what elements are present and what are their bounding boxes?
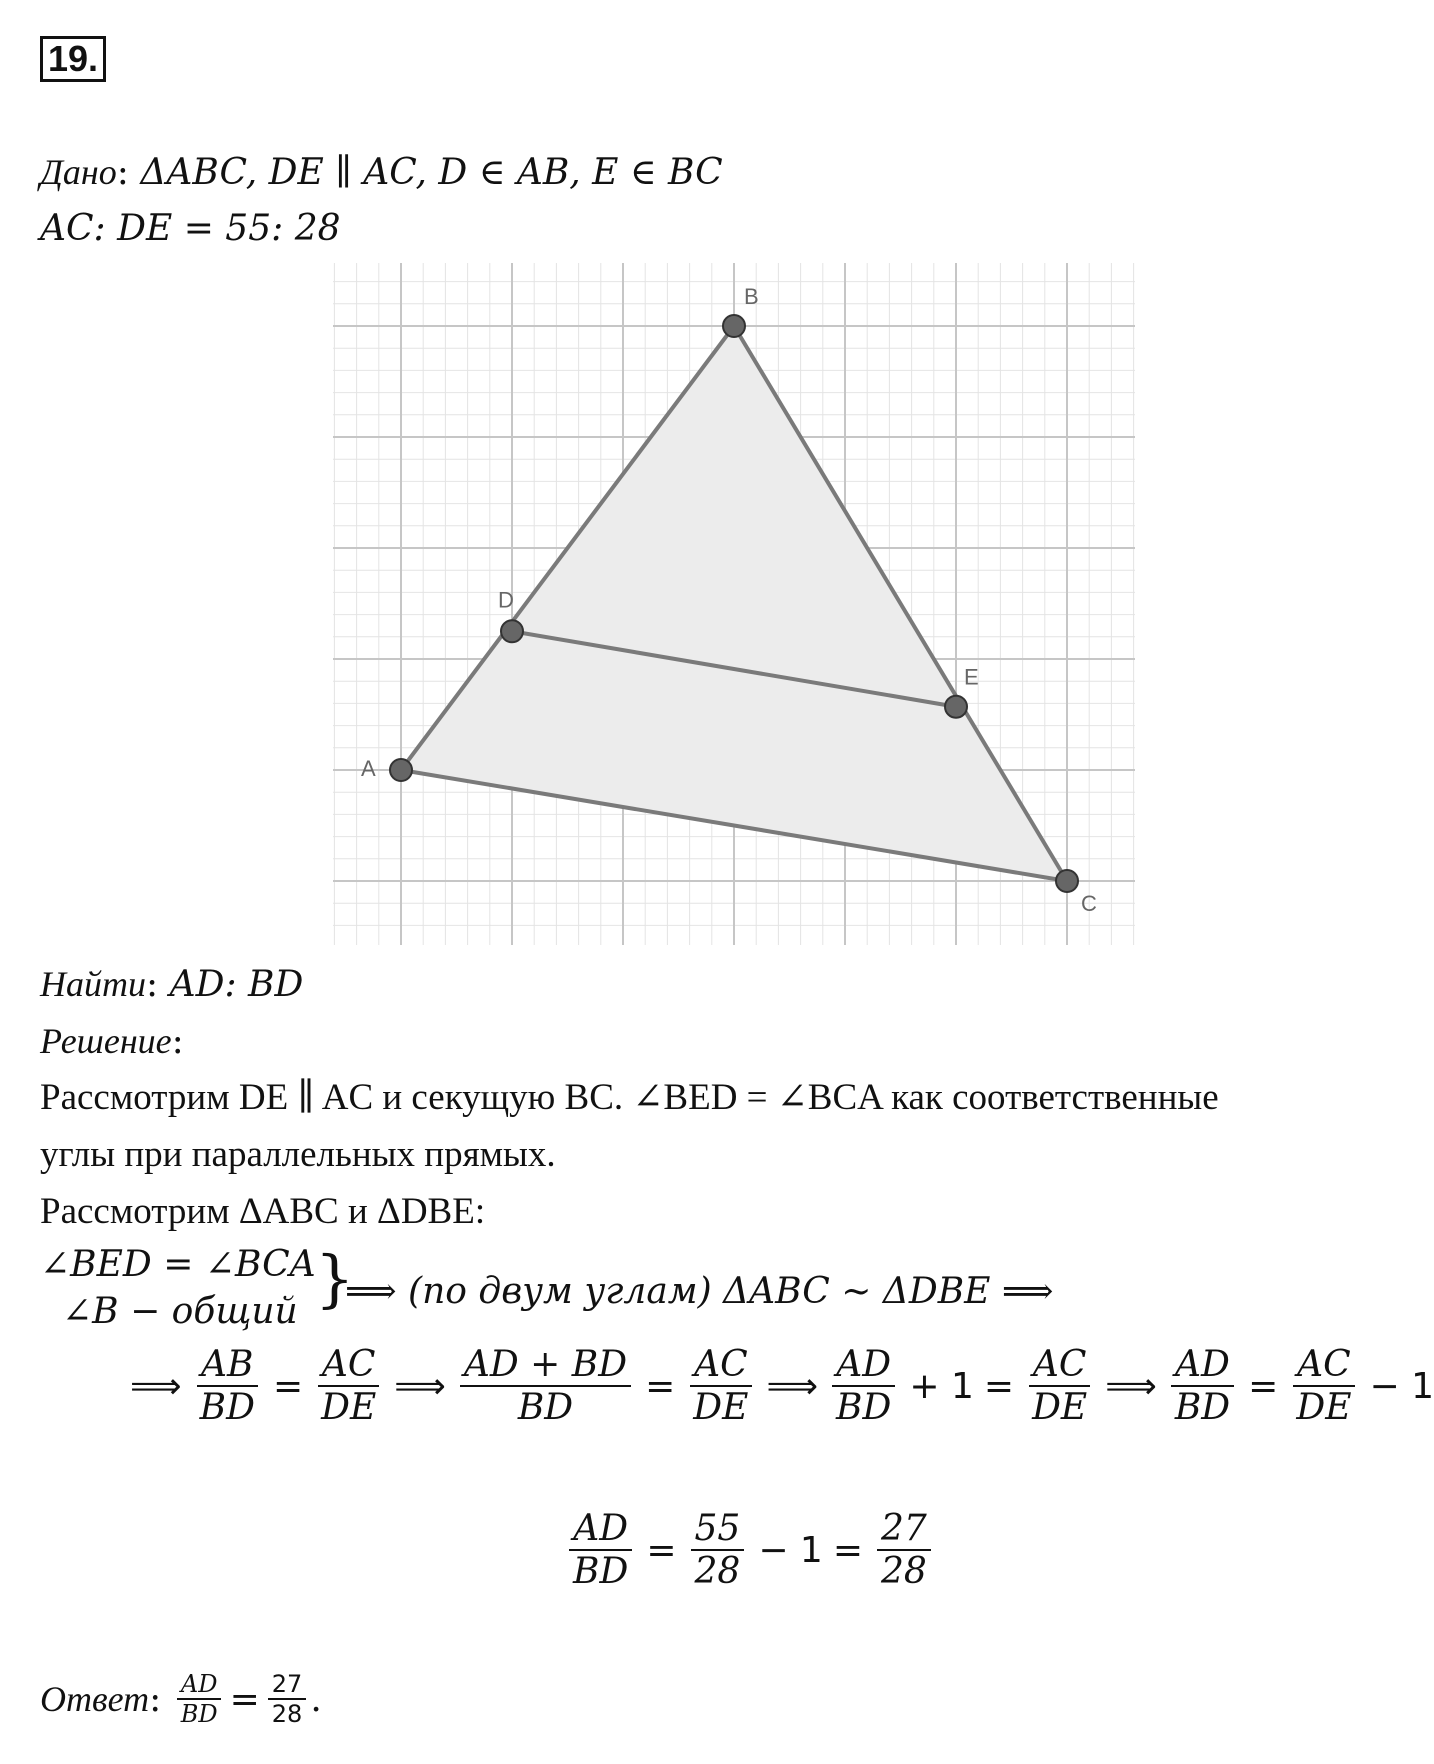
fraction-ad-bd: $\frac{AD}{BD}$ xyxy=(569,1508,632,1592)
equals-sign: = xyxy=(645,1365,676,1407)
fraction-ac-de: $\frac{AC}{DE}$ xyxy=(317,1344,380,1428)
fraction-ac-de: $\frac{AC}{DE}$ xyxy=(1028,1344,1091,1428)
solution-paragraph-2: углы при параллельных прямых. xyxy=(40,1134,556,1175)
point-label-e: E xyxy=(964,664,979,690)
equals-sign: = xyxy=(272,1365,304,1407)
triangle-figure xyxy=(333,263,1135,945)
point-label-a: A xyxy=(361,756,376,781)
implies-symbol: ⟹ xyxy=(394,1365,446,1407)
point-c xyxy=(1056,870,1078,892)
point-b xyxy=(723,315,745,337)
point-a xyxy=(390,759,412,781)
point-label-d: D xyxy=(498,587,514,613)
fraction-27-28: $\frac{27}{28}$ xyxy=(877,1508,931,1592)
equals-sign: = xyxy=(646,1529,677,1571)
final-computation xyxy=(565,1508,935,1592)
answer-label: Ответ xyxy=(40,1679,150,1719)
fraction-ad-plus-bd-bd: $\frac{AD + BD}{BD}$ xyxy=(460,1344,631,1428)
solution-heading: Решение: xyxy=(40,1021,184,1062)
find-label: Найти xyxy=(40,964,146,1004)
answer-fraction-ad-bd: $\frac{AD}{BD}$ xyxy=(177,1670,222,1728)
condition-2: ∠B − общий xyxy=(62,1291,298,1332)
fraction-ab-bd: $\frac{AB}{BD}$ xyxy=(196,1344,259,1428)
equation-chain xyxy=(130,1344,1434,1428)
minus-one: − 1 xyxy=(1369,1365,1434,1407)
equals-sign: = xyxy=(832,1529,863,1571)
fraction-55-28: $\frac{55}{28}$ xyxy=(691,1508,745,1592)
fraction-ad-bd: $\frac{AD}{BD}$ xyxy=(832,1344,895,1428)
equals-sign: = xyxy=(1248,1365,1279,1407)
point-d xyxy=(501,620,523,642)
problem-number: 19. xyxy=(40,36,106,82)
point-label-c: C xyxy=(1081,891,1097,916)
right-brace: } xyxy=(315,1242,355,1315)
implies-symbol: ⟹ xyxy=(1105,1365,1157,1407)
find-value: AD: BD xyxy=(169,964,304,1005)
plus-one: + 1 xyxy=(909,1365,974,1407)
given-line-1: Дано: ΔABC, DE ∥ AC, D ∈ AB, E ∈ BC xyxy=(40,152,723,193)
given-ratio: AC: DE = 55: 28 xyxy=(40,208,341,249)
solution-paragraph-3: Рассмотрим ΔABC и ΔDBE: xyxy=(40,1191,486,1232)
implies-symbol: ⟹ xyxy=(766,1365,819,1407)
minus-one: − 1 xyxy=(758,1529,823,1571)
equals-sign: = xyxy=(983,1365,1015,1407)
solution-label: Решение xyxy=(40,1021,172,1061)
solution-paragraph-1: Рассмотрим DE ∥ AC и секущую BC. ∠BED = ∠BCA как соответственные xyxy=(40,1077,1219,1118)
answer-period: . xyxy=(310,1678,322,1720)
given-condition: ΔABC, DE ∥ AC, D ∈ AB, E ∈ BC xyxy=(140,152,723,193)
point-label-b: B xyxy=(744,284,759,309)
find-line: Найти: AD: BD xyxy=(40,964,304,1005)
fraction-ad-bd: $\frac{AD}{BD}$ xyxy=(1171,1344,1234,1428)
condition-1: ∠BED = ∠BCA xyxy=(40,1244,316,1285)
answer-line: Ответ : $\frac{AD}{BD}$ = $\frac{27}{28}$ . xyxy=(40,1670,322,1728)
fraction-ac-de: $\frac{AC}{DE}$ xyxy=(1292,1344,1355,1428)
given-label: Дано xyxy=(40,152,117,192)
fraction-ac-de: $\frac{AC}{DE}$ xyxy=(689,1344,752,1428)
implies-symbol: ⟹ xyxy=(130,1365,182,1407)
equals-sign: = xyxy=(229,1678,260,1720)
answer-fraction-27-28: $\frac{27}{28}$ xyxy=(268,1670,307,1728)
similarity-conclusion: ⟹ (по двум углам) ΔABC ~ ΔDBE ⟹ xyxy=(345,1271,1054,1312)
point-e xyxy=(945,696,967,718)
